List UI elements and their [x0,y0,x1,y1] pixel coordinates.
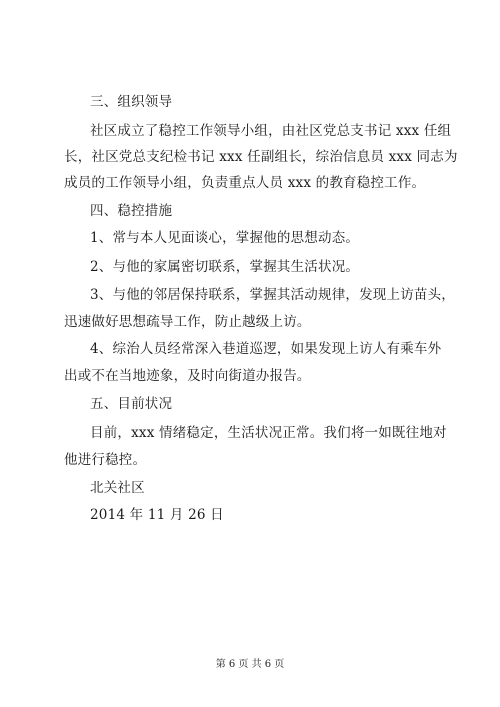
measure-item-continuation: 出或不在当地迹象，及时向街道办报告。 [64,368,311,384]
measure-item: 1、常与本人见面谈心，掌握他的思想动态。 [90,230,360,246]
measure-item: 3、与他的邻居保持联系，掌握其活动规律，发现上访苗头， [90,287,455,303]
body-text-line: 目前，xxx 情绪稳定，生活状况正常。我们将一如既往地对 [90,425,447,441]
body-text-line: 他进行稳控。 [64,452,147,468]
section-heading-status: 五、目前状况 [90,396,173,412]
measure-item-continuation: 迅速做好思想疏导工作，防止越级上访。 [64,314,311,330]
measure-item: 2、与他的家属密切联系，掌握其生活状况。 [90,259,360,275]
body-text-line: 长，社区党总支纪检书记 xxx 任副组长，综治信息员 xxx 同志为 [64,149,458,165]
section-heading-measures: 四、稳控措施 [90,203,173,219]
page-footer: 第 6 页 共 6 页 [215,659,285,670]
signature-organization: 北关社区 [90,480,145,496]
body-text-line: 社区成立了稳控工作领导小组，由社区党总支书记 xxx 任组 [90,123,452,139]
measure-item: 4、综治人员经常深入巷道巡逻，如果发现上访人有乘车外 [90,341,442,357]
section-heading-organization: 三、组织领导 [90,94,173,110]
signature-date: 2014 年 11 月 26 日 [90,507,224,523]
body-text-line: 成员的工作领导小组，负责重点人员 xxx 的教育稳控工作。 [64,175,426,191]
